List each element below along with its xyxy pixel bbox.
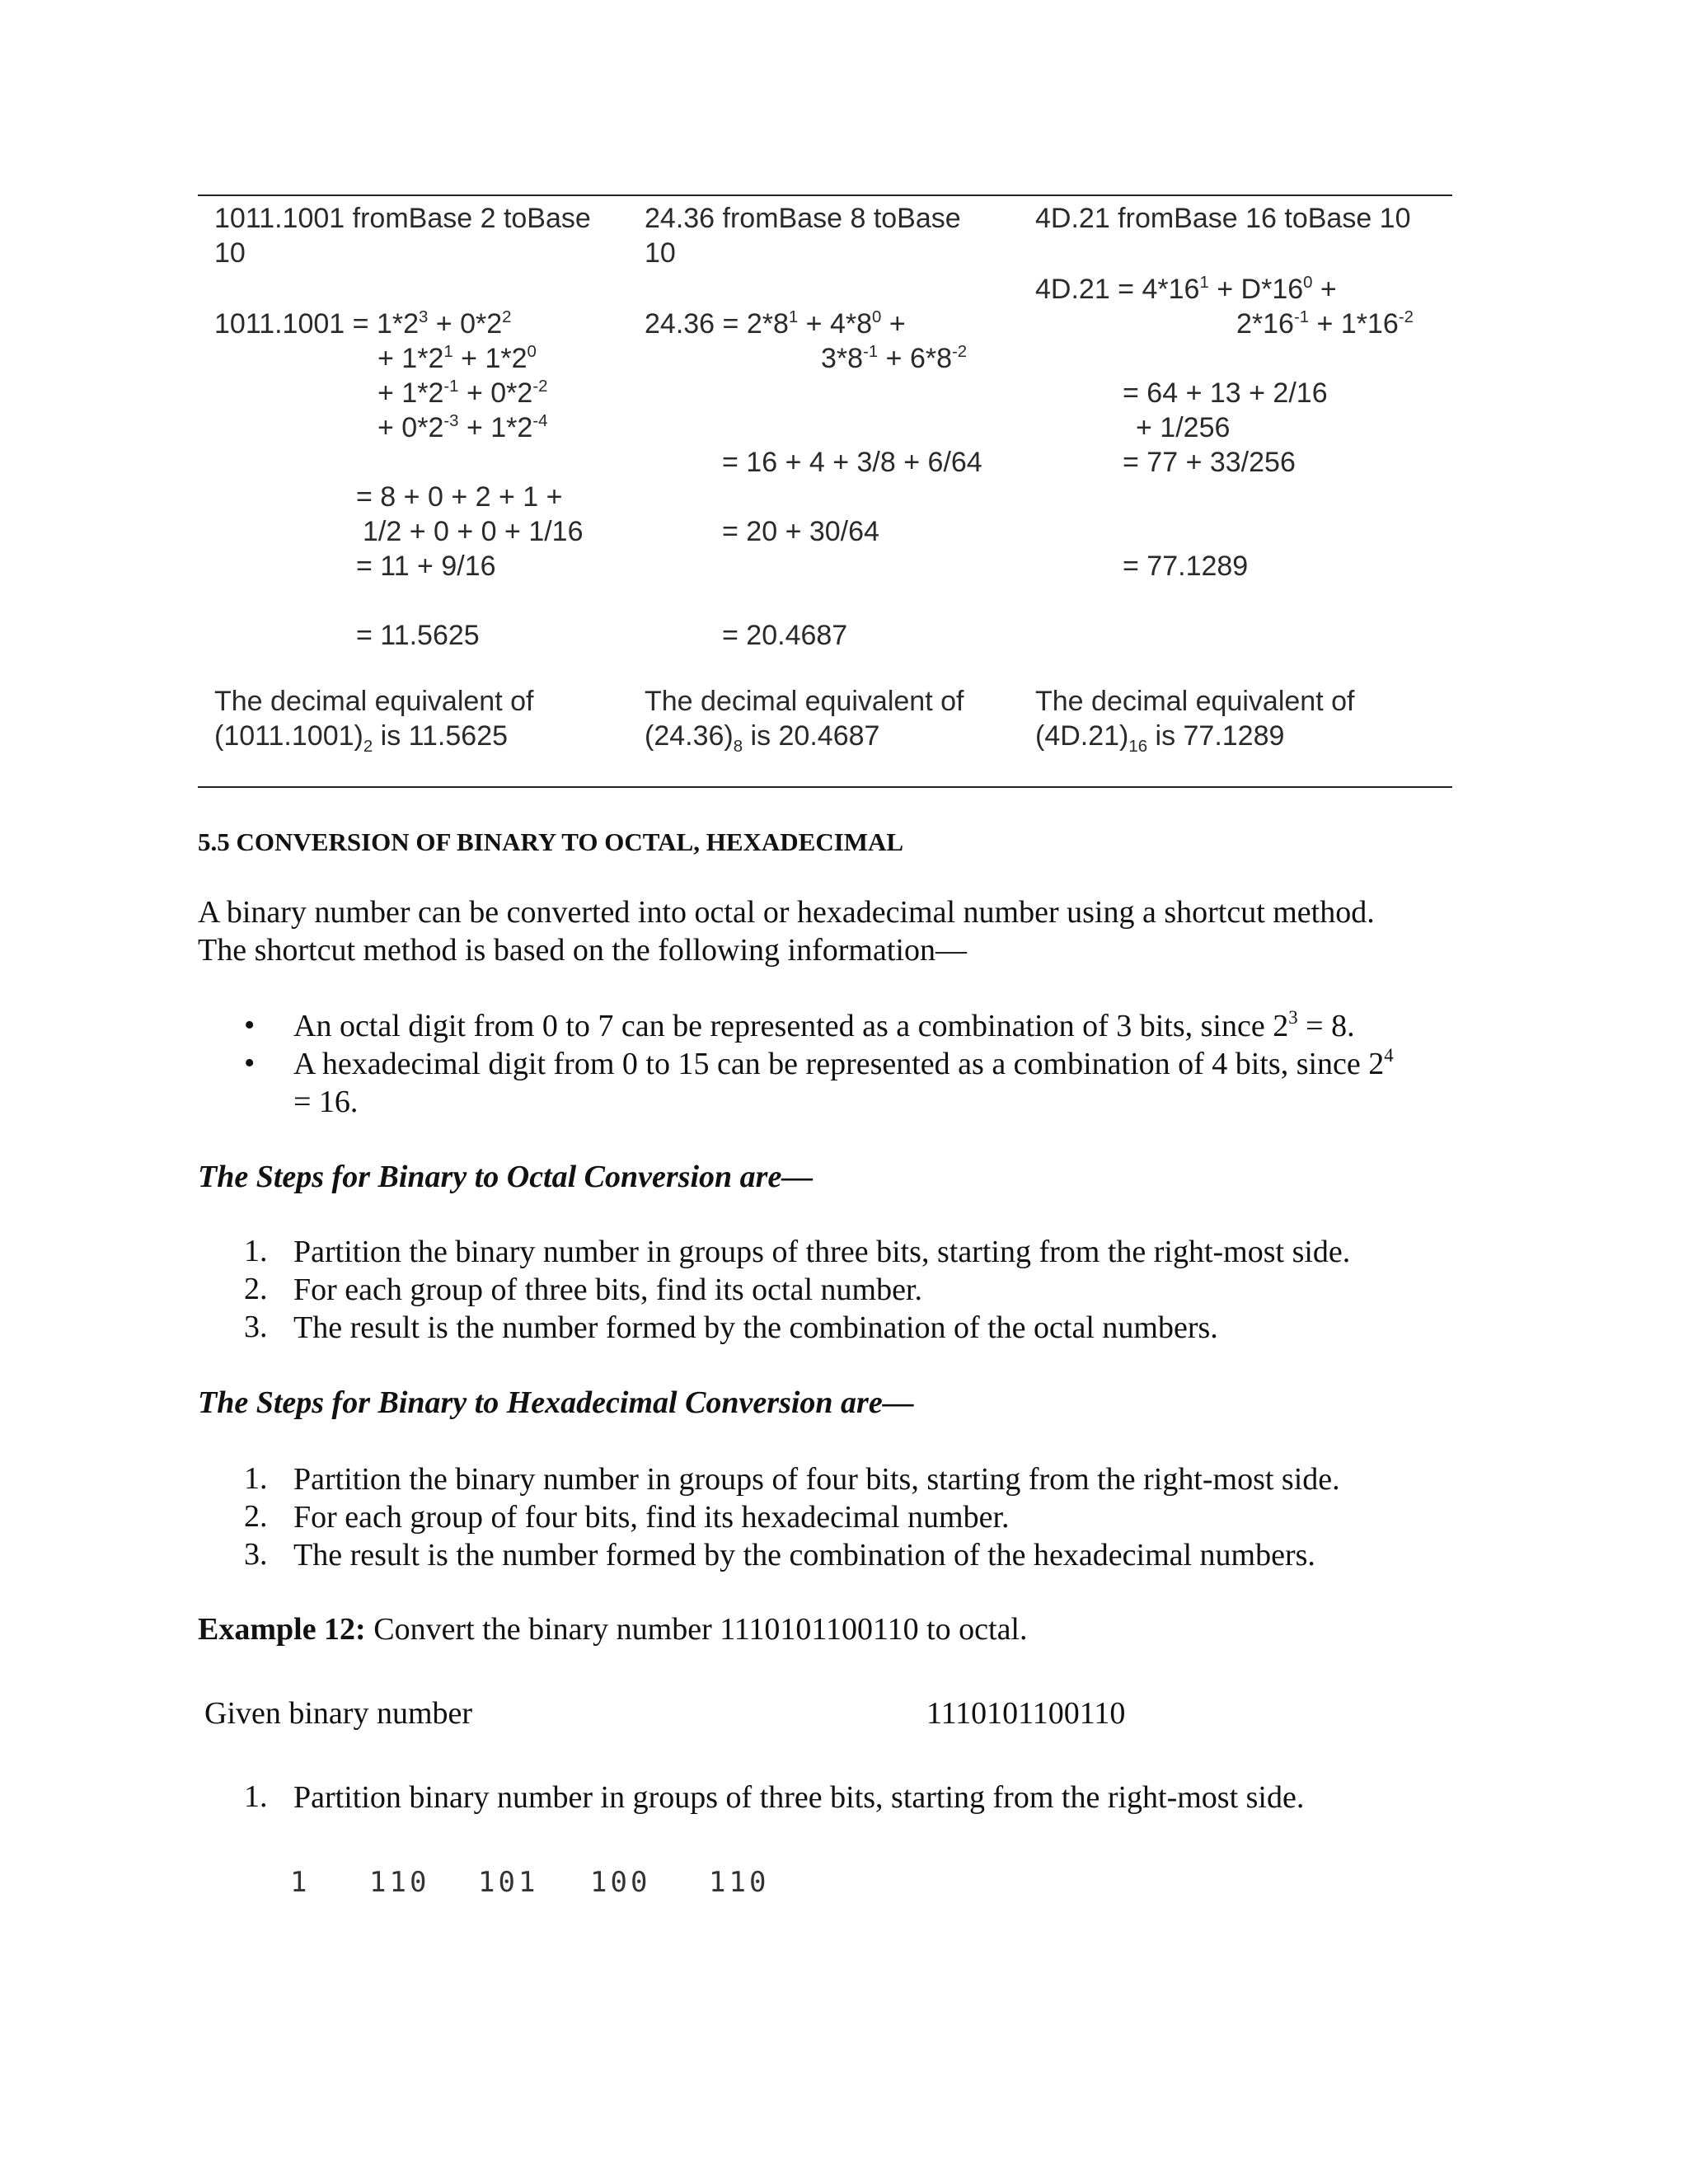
- col1-sum-line2: 1/2 + 0 + 0 + 1/16: [363, 516, 584, 547]
- step-number: 2.: [244, 1272, 268, 1306]
- col1-expansion-line3: + $1*2^{-1} + 0*2^{-2}$: [377, 377, 548, 409]
- col2-conclusion-line1: The decimal equivalent of: [645, 686, 964, 717]
- col1-expansion-line4: + $0*2^{-3} + 1*2^{-4}$: [377, 411, 548, 443]
- col2-result: = 20.4687: [722, 620, 848, 651]
- hex-step-3: The result is the number formed by the combination of the hexadecimal numbers.: [293, 1538, 1315, 1572]
- col2-sum-line2: = 20 + 30/64: [722, 516, 879, 547]
- section-heading: 5.5 CONVERSION OF BINARY TO OCTAL, HEXADECIMAL: [198, 827, 904, 856]
- step-number: 3.: [244, 1310, 268, 1344]
- bit-group: 1: [290, 1866, 311, 1899]
- step-number: 1.: [244, 1234, 268, 1268]
- table-top-rule: [198, 194, 1452, 196]
- col1-conclusion-line1: The decimal equivalent of: [214, 686, 534, 717]
- table-bottom-rule: [198, 786, 1452, 788]
- col3-sum-line2: + 1/256: [1136, 412, 1231, 443]
- col2-expansion-line1: $24.36 = 2*8^1 + 4*8^0$ +: [645, 307, 906, 340]
- col3-sum-line3: = 77 + 33/256: [1123, 447, 1296, 478]
- col1-sum-line1: = 8 + 0 + 2 + 1 +: [356, 481, 563, 513]
- col3-expansion-line1: $4D.21 = 4*16^1 + D*16^0$ +: [1035, 273, 1337, 305]
- bullet-marker: •: [244, 1008, 256, 1043]
- octal-step-3: The result is the number formed by the combination of the octal numbers.: [293, 1310, 1218, 1345]
- hex-steps-title: The Steps for Binary to Hexadecimal Conversion are—: [198, 1385, 914, 1420]
- col2-sum-line1: = 16 + 4 + 3/8 + 6/64: [722, 447, 982, 478]
- col3-expansion-line2: $2*16^{-1} + 1*16^{-2}$: [1236, 307, 1414, 340]
- col1-sum-line3: = 11 + 9/16: [356, 551, 496, 582]
- step-number: 2.: [244, 1499, 268, 1534]
- col1-conclusion-line2: $(1011.1001)_2$ is 11.5625: [214, 720, 509, 757]
- col2-title-line1: 24.36 fromBase 8 toBase: [645, 203, 961, 234]
- col1-title-line2: 10: [214, 237, 246, 269]
- bullet-hex-line2: = 16.: [293, 1085, 359, 1119]
- hex-step-1: Partition the binary number in groups of four bits, starting from the right-most side.: [293, 1462, 1340, 1497]
- bit-group: 110: [709, 1866, 770, 1899]
- col3-conclusion-line1: The decimal equivalent of: [1035, 686, 1355, 717]
- bullet-marker: •: [244, 1046, 256, 1080]
- bit-group: 101: [478, 1866, 539, 1899]
- bullet-hex-line1: A hexadecimal digit from 0 to 15 can be represented as a combination of 4 bits, since $2^4$: [293, 1045, 1394, 1081]
- octal-step-1: Partition the binary number in groups of three bits, starting from the right-most side.: [293, 1235, 1351, 1269]
- example-statement: Example 12: Convert the binary number 1110101100110 to octal.: [198, 1612, 1028, 1647]
- col1-result: = 11.5625: [356, 620, 480, 651]
- col3-sum-line1: = 64 + 13 + 2/16: [1123, 377, 1328, 409]
- col2-conclusion-line2: $(24.36)_8$ is 20.4687: [645, 720, 880, 757]
- bit-group: 100: [590, 1866, 651, 1899]
- given-value: 1110101100110: [926, 1696, 1126, 1731]
- bullet-octal: An octal digit from 0 to 7 can be represented as a combination of 3 bits, since $2^3 = 8$.: [293, 1007, 1355, 1043]
- col1-expansion-line1: $1011.1001 = 1*2^3 + 0*2^2$: [214, 307, 512, 340]
- example-step-1: Partition binary number in groups of three bits, starting from the right-most side.: [293, 1780, 1305, 1815]
- col3-title: 4D.21 fromBase 16 toBase 10: [1035, 203, 1411, 234]
- col2-title-line2: 10: [645, 237, 676, 269]
- octal-steps-title: The Steps for Binary to Octal Conversion are—: [198, 1160, 814, 1194]
- intro-line2: The shortcut method is based on the following information—: [198, 933, 967, 968]
- step-number: 1.: [244, 1461, 268, 1496]
- given-label: Given binary number: [204, 1696, 473, 1731]
- hex-step-2: For each group of four bits, find its hexadecimal number.: [293, 1500, 1010, 1535]
- octal-step-2: For each group of three bits, find its octal number.: [293, 1272, 922, 1307]
- col1-expansion-line2: + $1*2^1 + 1*2^0$: [377, 342, 537, 374]
- col2-expansion-line2: $3*8^{-1} + 6*8^{-2}$: [821, 342, 968, 374]
- col3-result: = 77.1289: [1123, 551, 1249, 582]
- intro-line1: A binary number can be converted into octal or hexadecimal number using a shortcut method.: [198, 895, 1375, 930]
- col1-title-line1: 1011.1001 fromBase 2 toBase: [214, 203, 591, 234]
- step-number: 3.: [244, 1537, 268, 1572]
- step-number: 1.: [244, 1779, 268, 1814]
- col3-conclusion-line2: $(4D.21)_{16}$ is 77.1289: [1035, 720, 1285, 757]
- bit-group: 110: [369, 1866, 430, 1899]
